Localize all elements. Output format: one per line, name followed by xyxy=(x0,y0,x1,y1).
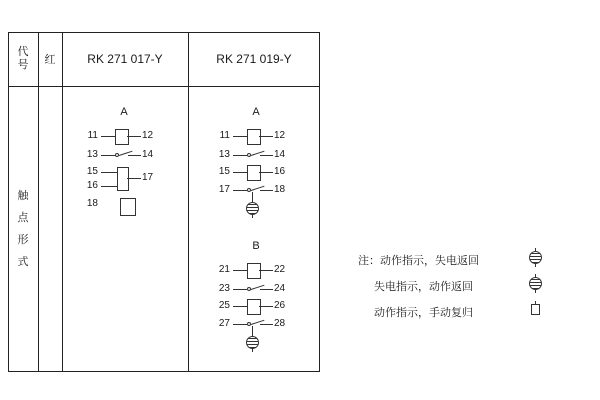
terminal-25: 25 xyxy=(218,300,230,311)
wire-15-b xyxy=(233,172,247,173)
wire-22 xyxy=(259,270,273,271)
terminal-27: 27 xyxy=(218,318,230,329)
header-model-1: RK 271 017-Y xyxy=(87,52,163,66)
diagram-title-col2-B: B xyxy=(252,240,260,252)
row-label-char-2: 点 xyxy=(17,212,29,224)
contact-diagram-col2-A xyxy=(192,106,318,216)
hatched-circle-flag-icon-col2-A xyxy=(246,202,259,215)
wire-13-b xyxy=(233,155,247,156)
wire-27 xyxy=(233,324,247,325)
legend-symbol-slot-2 xyxy=(526,272,546,294)
open-square-flag-icon-legend-3 xyxy=(531,304,540,315)
diagram-title-col2-A: A xyxy=(252,106,260,118)
terminal-18: 18 xyxy=(86,198,98,209)
contact-box-11-12-b xyxy=(247,129,261,145)
wire-16 xyxy=(101,186,117,187)
row-label-char-3: 形 xyxy=(17,234,29,246)
contact-box-15-16 xyxy=(117,167,129,191)
wire-12-b xyxy=(259,136,273,137)
legend-symbol-slot-1 xyxy=(526,246,546,268)
terminal-11: 11 xyxy=(87,130,98,141)
wire-15 xyxy=(101,172,117,173)
hatched-circle-flag-icon-legend-2 xyxy=(529,277,542,290)
terminal-28: 28 xyxy=(274,318,286,329)
header-code-char-2: 号 xyxy=(17,59,29,71)
contact-box-18 xyxy=(120,198,136,216)
terminal-23: 23 xyxy=(218,283,230,294)
terminal-14: 14 xyxy=(142,149,154,160)
legend-row-1 xyxy=(358,244,588,270)
terminal-17-b: 17 xyxy=(218,184,230,195)
wire-28 xyxy=(260,324,273,325)
terminal-12: 12 xyxy=(142,130,154,141)
terminal-24: 24 xyxy=(274,283,286,294)
hatched-circle-flag-icon-legend-1 xyxy=(529,251,542,264)
terminal-12-b: 12 xyxy=(274,130,286,141)
terminal-15: 15 xyxy=(86,166,98,177)
terminal-15-b: 15 xyxy=(218,166,230,177)
wire-13 xyxy=(101,155,115,156)
contact-diagram-col2-B xyxy=(192,240,318,350)
wire-14-b xyxy=(260,155,273,156)
wire-25 xyxy=(233,306,247,307)
legend-row-2 xyxy=(358,270,588,296)
table-header-divider xyxy=(8,86,320,87)
wire-18-b xyxy=(260,190,273,191)
terminal-13-b: 13 xyxy=(218,149,230,160)
header-code-char-1: 代 xyxy=(17,46,29,58)
contact-box-21-22 xyxy=(247,263,261,279)
row-label-char-4: 式 xyxy=(17,256,29,268)
contact-box-25-26 xyxy=(247,299,261,315)
legend-label-2: 失电指示，动作返回 xyxy=(374,281,473,293)
terminal-22: 22 xyxy=(274,264,286,275)
terminal-14-b: 14 xyxy=(274,149,286,160)
legend xyxy=(358,244,588,322)
diagram-title-col1-A: A xyxy=(120,106,128,118)
header-model-2: RK 271 019-Y xyxy=(216,52,292,66)
row-label-char-1: 触 xyxy=(17,190,29,202)
wire-12 xyxy=(127,136,141,137)
wire-16-b xyxy=(259,172,273,173)
legend-label-3: 动作指示，手动复归 xyxy=(374,307,473,319)
terminal-17: 17 xyxy=(142,172,154,183)
wire-17-b xyxy=(233,190,247,191)
row-label-contact-form xyxy=(8,86,38,372)
wire-26 xyxy=(259,306,273,307)
wire-11-b xyxy=(233,136,247,137)
wire-17 xyxy=(127,178,141,179)
wire-24 xyxy=(260,289,273,290)
wire-21 xyxy=(233,270,247,271)
terminal-13: 13 xyxy=(86,149,98,160)
contact-diagram-col1-A xyxy=(62,106,188,216)
wire-23 xyxy=(233,289,247,290)
contact-box-11-12 xyxy=(115,129,129,145)
wire-11 xyxy=(101,136,115,137)
terminal-16: 16 xyxy=(86,180,98,191)
legend-row-3 xyxy=(358,296,588,322)
wire-14 xyxy=(128,155,141,156)
hatched-circle-flag-icon-col2-B xyxy=(246,336,259,349)
legend-label-1: 注：动作指示，失电返回 xyxy=(358,255,479,267)
legend-symbol-slot-3 xyxy=(526,298,546,320)
header-color-cell: 红 xyxy=(44,54,56,66)
terminal-16-b: 16 xyxy=(274,166,286,177)
terminal-26: 26 xyxy=(274,300,286,311)
contact-box-15-16-b xyxy=(247,165,261,181)
header-code-cell xyxy=(8,32,38,86)
terminal-21: 21 xyxy=(218,264,230,275)
terminal-18-b: 18 xyxy=(274,184,286,195)
terminal-11-b: 11 xyxy=(219,130,230,141)
